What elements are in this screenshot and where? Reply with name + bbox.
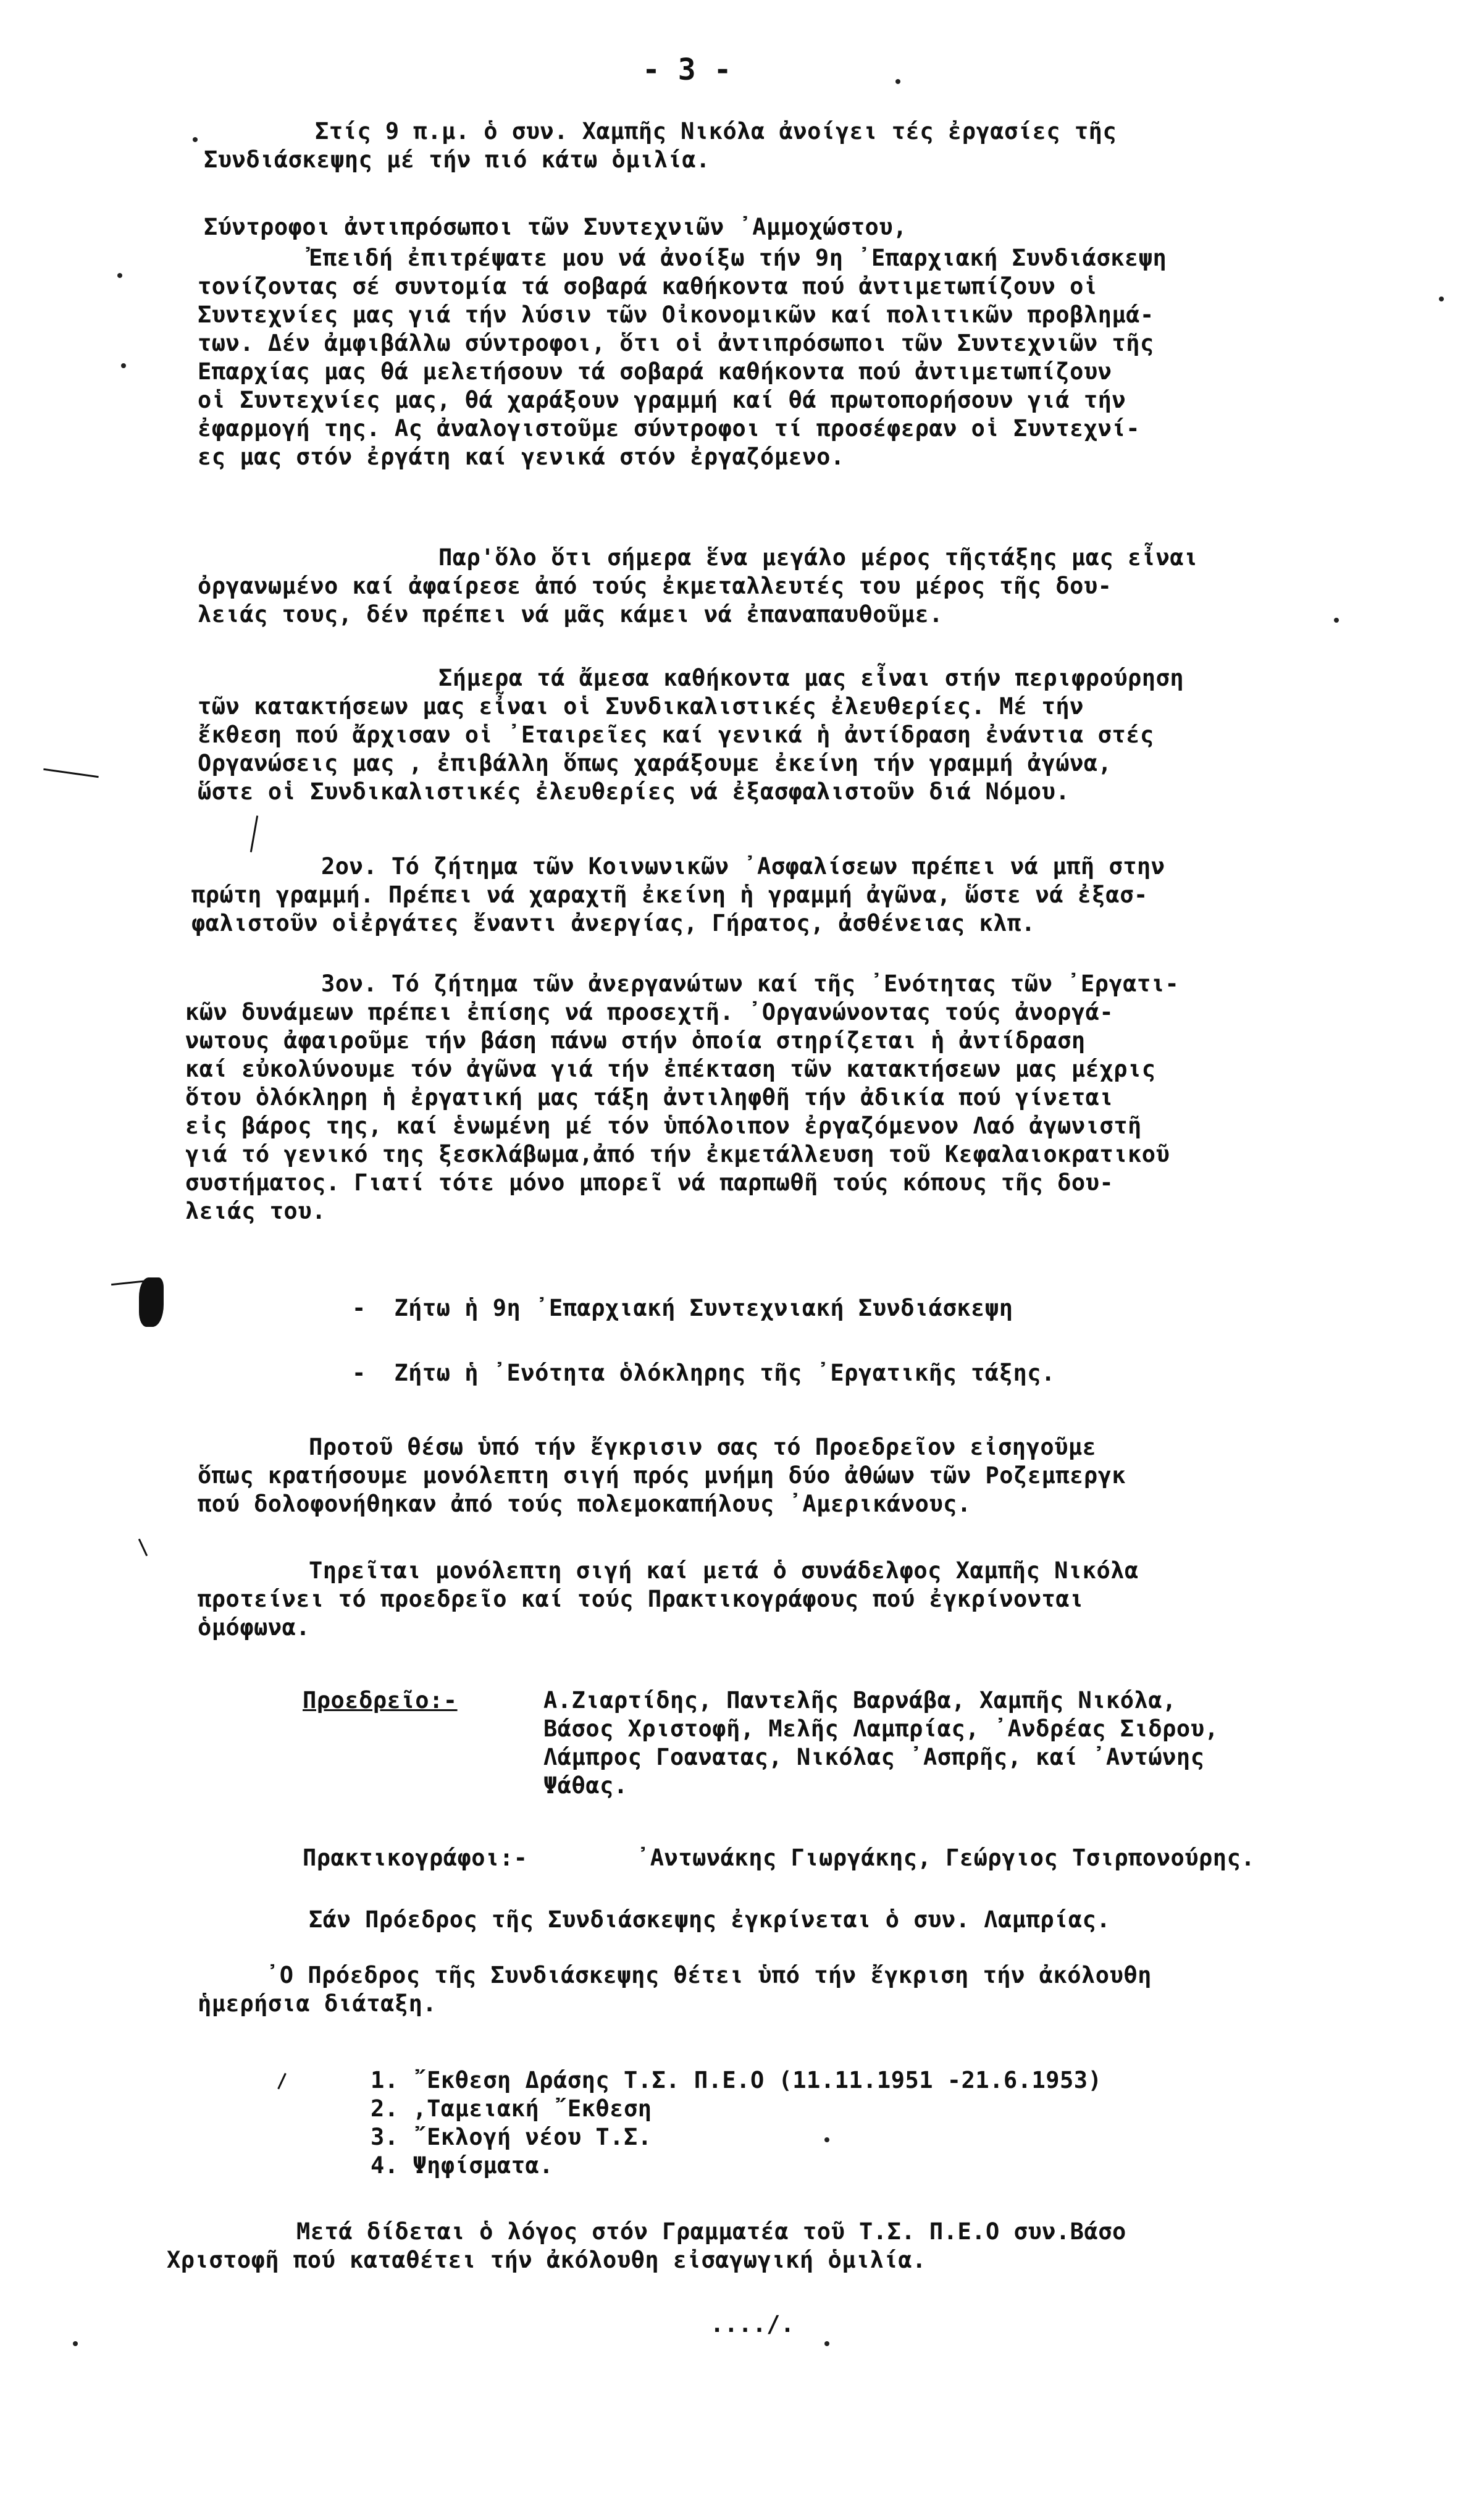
para5-line-3: νωτους ἀφαιροῦμε τήν βάση πάνω στήν ὁποία στηρίζεται ἡ ἀντίδραση — [185, 1027, 1086, 1054]
presidium-line-2: Βάσος Χριστοφῆ, Μελῆς Λαμπρίας, ᾿Ανδρέας Σιδρου, — [543, 1715, 1219, 1742]
para5-line-2: κῶν δυνάμεων πρέπει ἐπίσης νά προσεχτῆ. ᾿Οργανώνοντας τούς ἀνοργά- — [185, 999, 1114, 1025]
intro-line-2: Συνδιάσκεψης μέ τήν πιό κάτω ὁμιλία. — [204, 146, 710, 173]
para7-line-1: Τηρεῖται μονόλεπτη σιγή καί μετά ὁ συνάδελφος Χαμπῆς Νικόλα — [309, 1557, 1139, 1584]
para3-line-4: Οργανώσεις μας , ἐπιβάλλη ὅπως χαράξουμε ἐκείνη τήν γραμμή ἀγώνα, — [198, 750, 1112, 776]
para3-line-3: ἔκθεση πού ἄρχισαν οἱ ᾿Εταιρεῖες καί γενικά ἡ ἀντίδραση ἐνάντια στές — [198, 722, 1154, 748]
slogan-1: - Ζήτω ἡ 9η ᾿Επαρχιακή Συντεχνιακή Συνδιάσκεψη — [352, 1295, 1013, 1321]
agenda-item-4: 4. Ψηφίσματα. — [371, 2152, 554, 2179]
agenda-item-3: 3. ῎Εκλογή νέου Τ.Σ. — [371, 2124, 652, 2150]
margin-stroke — [277, 2073, 287, 2090]
margin-stroke — [250, 815, 258, 852]
para2-line-1: Παρ'ὅλο ὅτι σήμερα ἕνα μεγάλο μέρος τῆςτάξης μας εἶναι — [438, 544, 1198, 571]
scan-speck — [1439, 297, 1444, 301]
secretaries-value: ᾿Αντωνάκης Γιωργάκης, Γεώργιος Τσιρπονούρης. — [636, 1845, 1256, 1871]
para4-line-3: φαλιστοῦν οἱἐργάτες ἔναντι ἀνεργίας, Γήρατος, ἀσθένειας κλπ. — [191, 910, 1036, 936]
page-number: - 3 - — [642, 53, 732, 87]
scan-speck — [117, 273, 122, 278]
scan-speck — [73, 2341, 78, 2346]
para1-line-2: τονίζοντας σέ συντομία τά σοβαρά καθήκοντα πού ἀντιμετωπίζουν οἱ — [198, 273, 1098, 300]
presidium-line-3: Λάμπρος Γοανατας, Νικόλας ᾿Ασπρῆς, καί ᾿Αντώνης — [543, 1744, 1205, 1770]
presidium-line-1: Α.Ζιαρτίδης, Παντελῆς Βαρνάβα, Χαμπῆς Νικόλα, — [543, 1687, 1176, 1714]
para5-line-8: συστήματος. Γιατί τότε μόνο μπορεῖ νά παρπωθῆ τούς κόπους τῆς δου- — [185, 1169, 1114, 1196]
slogan-2: - Ζήτω ἡ ᾿Ενότητα ὁλόκληρης τῆς ᾿Εργατικῆς τάξης. — [352, 1360, 1055, 1386]
chair-line: Σάν Πρόεδρος τῆς Συνδιάσκεψης ἐγκρίνεται ὁ συν. Λαμπρίας. — [309, 1906, 1111, 1933]
para5-line-9: λειάς του. — [185, 1198, 326, 1224]
para7-line-2: προτείνει τό προεδρεῖο καί τούς Πρακτικογράφους πού ἐγκρίνονται — [198, 1586, 1084, 1612]
scan-speck — [824, 2341, 829, 2346]
para1-line-3: Συντεχνίες μας γιά τήν λύσιν τῶν Οἰκονομικῶν καί πολιτικῶν προβλημά- — [198, 301, 1154, 328]
presidium-label: Προεδρεῖο:- — [303, 1687, 458, 1714]
para1-line-5: Επαρχίας μας θά μελετήσουν τά σοβαρά καθήκοντα πού ἀντιμετωπίζουν — [198, 358, 1112, 385]
agenda-intro-line-1: ᾿Ο Πρόεδρος τῆς Συνδιάσκεψης θέτει ὑπό τήν ἔγκριση τήν ἀκόλουθη — [266, 1962, 1152, 1988]
agenda-item-2: 2. ,Ταμειακή ῎Εκθεση — [371, 2095, 652, 2122]
para5-line-1: 3ον. Τό ζήτημα τῶν ἀνεργανώτων καί τῆς ᾿Ενότητας τῶν ᾿Εργατι- — [321, 970, 1180, 997]
para1-line-6: οἱ Συντεχνίες μας, θά χαράξουν γραμμή καί θά πρωτοπορήσουν γιά τήν — [198, 387, 1126, 413]
ink-blot — [139, 1277, 164, 1327]
para7-line-3: ὁμόφωνα. — [198, 1614, 311, 1641]
para5-line-6: εἰς βάρος της, καί ἑνωμένη μέ τόν ὑπόλοιπον ἐργαζόμενον Λαό ἀγωνιστῆ — [185, 1113, 1142, 1139]
para4-line-2: πρώτη γραμμή. Πρέπει νά χαραχτῆ ἐκείνη ἡ γραμμή ἀγῶνα, ὥστε νά ἐξασ- — [191, 881, 1148, 908]
para1-line-8: ες μας στόν ἐργάτη καί γενικά στόν ἐργαζόμενο. — [198, 444, 845, 470]
scan-speck — [1334, 618, 1339, 623]
salutation: Σύντροφοι ἀντιπρόσωποι τῶν Συντεχνιῶν ᾿Αμμοχώστου, — [204, 214, 907, 240]
para5-line-5: ὅτου ὁλόκληρη ἡ ἐργατική μας τάξη ἀντιληφθῆ τήν ἀδικία πού γίνεται — [185, 1084, 1114, 1111]
para5-line-7: γιά τό γενικό της ξεσκλάβωμα,ἀπό τήν ἐκμετάλλευση τοῦ Κεφαλαιοκρατικοῦ — [185, 1141, 1170, 1168]
para1-line-1: Ἐπειδή ἐπιτρέψατε μου νά ἀνοίξω τήν 9η ᾿Επαρχιακή Συνδιάσκεψη — [309, 245, 1167, 271]
para3-line-5: ὥστε οἱ Συνδικαλιστικές ἐλευθερίες νά ἐξασφαλιστοῦν διά Νόμου. — [198, 778, 1070, 805]
para4-line-1: 2ον. Τό ζήτημα τῶν Κοινωνικῶν ᾿Ασφαλίσεων πρέπει νά μπῆ στην — [321, 853, 1165, 880]
continuation-mark: ..../. — [710, 2311, 795, 2337]
scan-speck — [121, 363, 126, 368]
para6-line-1: Προτοῦ θέσω ὑπό τήν ἔγκρισιν σας τό Προεδρεῖον εἰσηγοῦμε — [309, 1434, 1097, 1460]
scan-speck — [824, 2137, 829, 2142]
para1-line-4: των. Δέν ἀμφιβάλλω σύντροφοι, ὅτι οἱ ἀντιπρόσωποι τῶν Συντεχνιῶν τῆς — [198, 330, 1154, 356]
para2-line-2: ὀργανωμένο καί ἀφαίρεσε ἀπό τούς ἐκμεταλλευτές του μέρος τῆς δου- — [198, 573, 1112, 599]
scan-speck — [193, 137, 198, 142]
closing-line-2: Χριστοφῆ πού καταθέτει τήν ἀκόλουθη εἰσαγωγική ὁμιλία. — [167, 2247, 926, 2273]
para2-line-3: λειάς τους, δέν πρέπει νά μᾶς κάμει νά ἐπαναπαυθοῦμε. — [198, 601, 944, 628]
para6-line-3: πού δολοφονήθηκαν ἀπό τούς πολεμοκαπήλους ᾿Αμερικάνους. — [198, 1491, 971, 1517]
scan-speck — [895, 79, 900, 84]
agenda-item-1: 1. ῎Εκθεση Δράσης Τ.Σ. Π.Ε.Ο (11.11.1951 -21.6.1953) — [371, 2067, 1102, 2093]
secretaries-label: Πρακτικογράφοι:- — [303, 1845, 528, 1871]
margin-stroke — [138, 1539, 148, 1556]
para5-line-4: καί εὐκολύνουμε τόν ἀγῶνα γιά τήν ἐπέκταση τῶν κατακτήσεων μας μέχρις — [185, 1056, 1156, 1082]
intro-line-1: Στίς 9 π.μ. ὁ συν. Χαμπῆς Νικόλα ἀνοίγει τές ἐργασίες τῆς — [315, 118, 1117, 145]
closing-line-1: Μετά δίδεται ὁ λόγος στόν Γραμματέα τοῦ Τ.Σ. Π.Ε.Ο συν.Βάσο — [296, 2218, 1126, 2245]
agenda-intro-line-2: ἡμερήσια διάταξη. — [198, 1990, 437, 2017]
margin-stroke — [43, 768, 99, 778]
para3-line-2: τῶν κατακτήσεων μας εἶναι οἱ Συνδικαλιστικές ἐλευθερίες. Μέ τήν — [198, 693, 1084, 720]
para1-line-7: ἐφαρμογή της. Ας ἀναλογιστοῦμε σύντροφοι τί προσέφεραν οἱ Συντεχνί- — [198, 415, 1140, 442]
para6-line-2: ὅπως κρατήσουμε μονόλεπτη σιγή πρός μνήμη δύο ἀθώων τῶν Ροζεμπεργκ — [198, 1462, 1126, 1489]
presidium-line-4: Ψάθας. — [543, 1772, 628, 1799]
para3-line-1: Σήμερα τά ἄμεσα καθήκοντα μας εἶναι στήν περιφρούρηση — [438, 665, 1184, 691]
